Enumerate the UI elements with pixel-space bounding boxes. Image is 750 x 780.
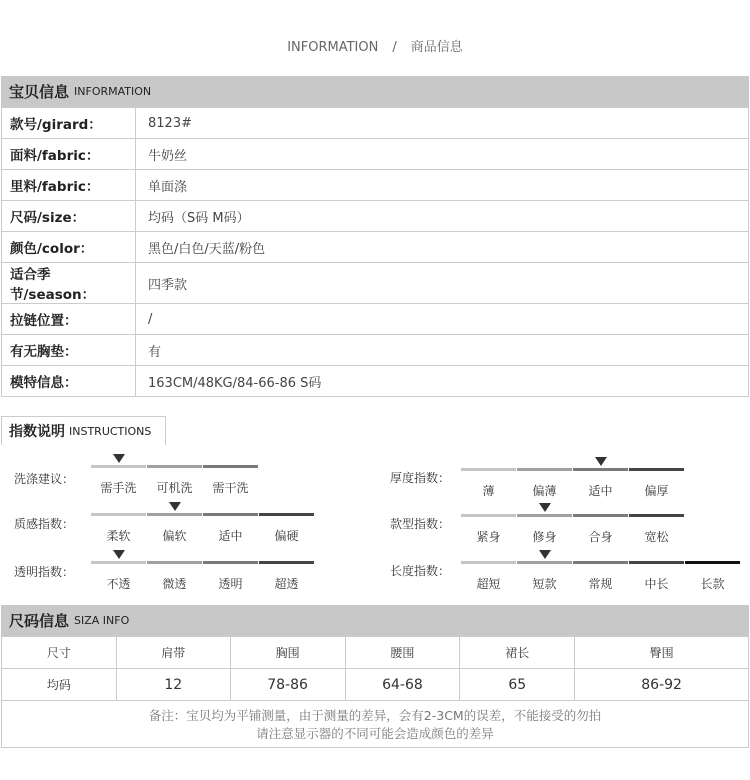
size-header-cell: 臀围 <box>575 637 749 669</box>
size-section-bar <box>1 605 749 636</box>
header-en: INFORMATION <box>287 40 379 55</box>
scale-segment <box>147 561 202 564</box>
info-row <box>2 108 749 139</box>
info-row <box>2 139 749 170</box>
size-header-cell: 尺寸 <box>2 637 117 669</box>
scale-segment <box>203 465 258 468</box>
selected-marker-icon <box>113 550 125 559</box>
scale-option-label: 微透 <box>162 577 187 591</box>
scale-segment <box>517 561 572 564</box>
info-key: 款号/girard： <box>2 108 136 139</box>
size-data-cell: 64-68 <box>345 669 460 701</box>
size-table <box>1 636 749 701</box>
info-key: 里料/fabric： <box>2 170 136 201</box>
info-value: 8123# <box>136 108 749 139</box>
scale-option-label: 中长 <box>644 577 669 591</box>
size-data-row <box>2 669 749 701</box>
scale-option-label: 超短 <box>476 577 501 591</box>
scale-option-label: 需干洗 <box>212 481 249 495</box>
scale-option-label: 偏软 <box>162 529 187 543</box>
scale-segment <box>91 561 146 564</box>
info-key: 尺码/size： <box>2 201 136 232</box>
size-header-cell: 腰围 <box>345 637 460 669</box>
instructions-tab <box>1 416 166 445</box>
scale-label: 洗涤建议： <box>14 472 75 486</box>
size-section-subtitle: SIZA INFO <box>74 614 130 627</box>
scale-option-label: 可机洗 <box>156 481 193 495</box>
info-key: 有无胸垫： <box>2 335 136 366</box>
scale-segment <box>573 468 628 471</box>
scale-option-label: 偏厚 <box>644 484 669 498</box>
scale-segment <box>147 513 202 516</box>
info-value: 牛奶丝 <box>136 139 749 170</box>
info-value: 163CM/48KG/84-66-86 S码 <box>136 366 749 397</box>
scale-option-label: 偏薄 <box>532 484 557 498</box>
scale-option-label: 偏硬 <box>274 529 299 543</box>
size-data-cell: 65 <box>460 669 575 701</box>
selected-marker-icon <box>595 457 607 466</box>
scale-segment <box>629 514 684 517</box>
scale-segment <box>461 561 516 564</box>
info-row <box>2 304 749 335</box>
info-row <box>2 170 749 201</box>
instructions-subtitle: INSTRUCTIONS <box>69 424 152 438</box>
scale-label: 长度指数： <box>390 564 451 578</box>
header-slash: / <box>392 40 397 55</box>
instructions-title: 指数说明 <box>9 424 65 440</box>
scale-segment <box>573 561 628 564</box>
size-data-cell: 12 <box>116 669 230 701</box>
scale-option-label: 短款 <box>532 577 557 591</box>
scale-label: 款型指数： <box>390 517 451 531</box>
scale-option-label: 适中 <box>218 529 243 543</box>
size-data-cell: 86-92 <box>575 669 749 701</box>
scale-segment <box>91 465 146 468</box>
scale-segment <box>259 561 314 564</box>
scale-segment <box>203 513 258 516</box>
scale-option-label: 透明 <box>218 577 243 591</box>
scale-option-label: 合身 <box>588 530 613 544</box>
scale-segment <box>461 468 516 471</box>
info-key: 拉链位置： <box>2 304 136 335</box>
scale-option-label: 适中 <box>588 484 613 498</box>
info-row <box>2 232 749 263</box>
size-section-title: 尺码信息 <box>9 612 70 630</box>
selected-marker-icon <box>539 503 551 512</box>
scale-option-label: 常规 <box>588 577 613 591</box>
info-value: 四季款 <box>136 263 749 304</box>
scale-label: 质感指数： <box>14 517 75 531</box>
scale-segment <box>685 561 740 564</box>
scale-option-label: 紧身 <box>476 530 501 544</box>
info-value: 均码（S码 M码） <box>136 201 749 232</box>
scale-option-label: 不透 <box>106 577 131 591</box>
selected-marker-icon <box>169 502 181 511</box>
size-data-cell: 均码 <box>2 669 117 701</box>
size-note <box>1 700 749 748</box>
info-key: 面料/fabric： <box>2 139 136 170</box>
info-key: 颜色/color： <box>2 232 136 263</box>
scale-segment <box>629 468 684 471</box>
scale-segment <box>91 513 146 516</box>
info-row <box>2 263 749 304</box>
scale-segment <box>203 561 258 564</box>
info-key: 适合季节/season： <box>2 263 136 304</box>
scale-option-label: 超透 <box>274 577 299 591</box>
info-row <box>2 335 749 366</box>
scale-label: 厚度指数： <box>390 471 451 485</box>
scale-segment <box>629 561 684 564</box>
scale-option-label: 柔软 <box>106 529 131 543</box>
note-line-2: 请注意显示器的不同可能会造成颜色的差异 <box>256 726 494 741</box>
header-cn: 商品信息 <box>410 40 463 55</box>
scale-option-label: 需手洗 <box>100 481 137 495</box>
info-value: 黑色/白色/天蓝/粉色 <box>136 232 749 263</box>
scale-segment <box>147 465 202 468</box>
scale-option-label: 薄 <box>482 484 495 498</box>
selected-marker-icon <box>539 550 551 559</box>
scale-segment <box>517 468 572 471</box>
info-key: 模特信息： <box>2 366 136 397</box>
info-section-bar <box>1 76 749 107</box>
scale-segment <box>573 514 628 517</box>
info-section-title: 宝贝信息 <box>9 83 70 101</box>
scale-option-label: 宽松 <box>644 530 669 544</box>
size-data-cell: 78-86 <box>230 669 345 701</box>
selected-marker-icon <box>113 454 125 463</box>
info-value: 单面涤 <box>136 170 749 201</box>
page-header <box>0 36 750 55</box>
note-line-1: 备注：宝贝均为平铺测量，由于测量的差异，会有2-3CM的误差，不能接受的勿拍 <box>148 708 602 723</box>
info-value: 有 <box>136 335 749 366</box>
size-header-cell: 裙长 <box>460 637 575 669</box>
scale-segment <box>461 514 516 517</box>
size-header-row <box>2 637 749 669</box>
scale-option-label: 修身 <box>532 530 557 544</box>
info-row <box>2 366 749 397</box>
info-table <box>1 107 749 397</box>
size-header-cell: 肩带 <box>116 637 230 669</box>
scale-label: 透明指数： <box>14 565 75 579</box>
info-section-subtitle: INFORMATION <box>74 85 152 98</box>
scale-segment <box>517 514 572 517</box>
info-value: / <box>136 304 749 335</box>
size-header-cell: 胸围 <box>230 637 345 669</box>
scale-segment <box>259 513 314 516</box>
info-row <box>2 201 749 232</box>
scale-option-label: 长款 <box>700 577 725 591</box>
